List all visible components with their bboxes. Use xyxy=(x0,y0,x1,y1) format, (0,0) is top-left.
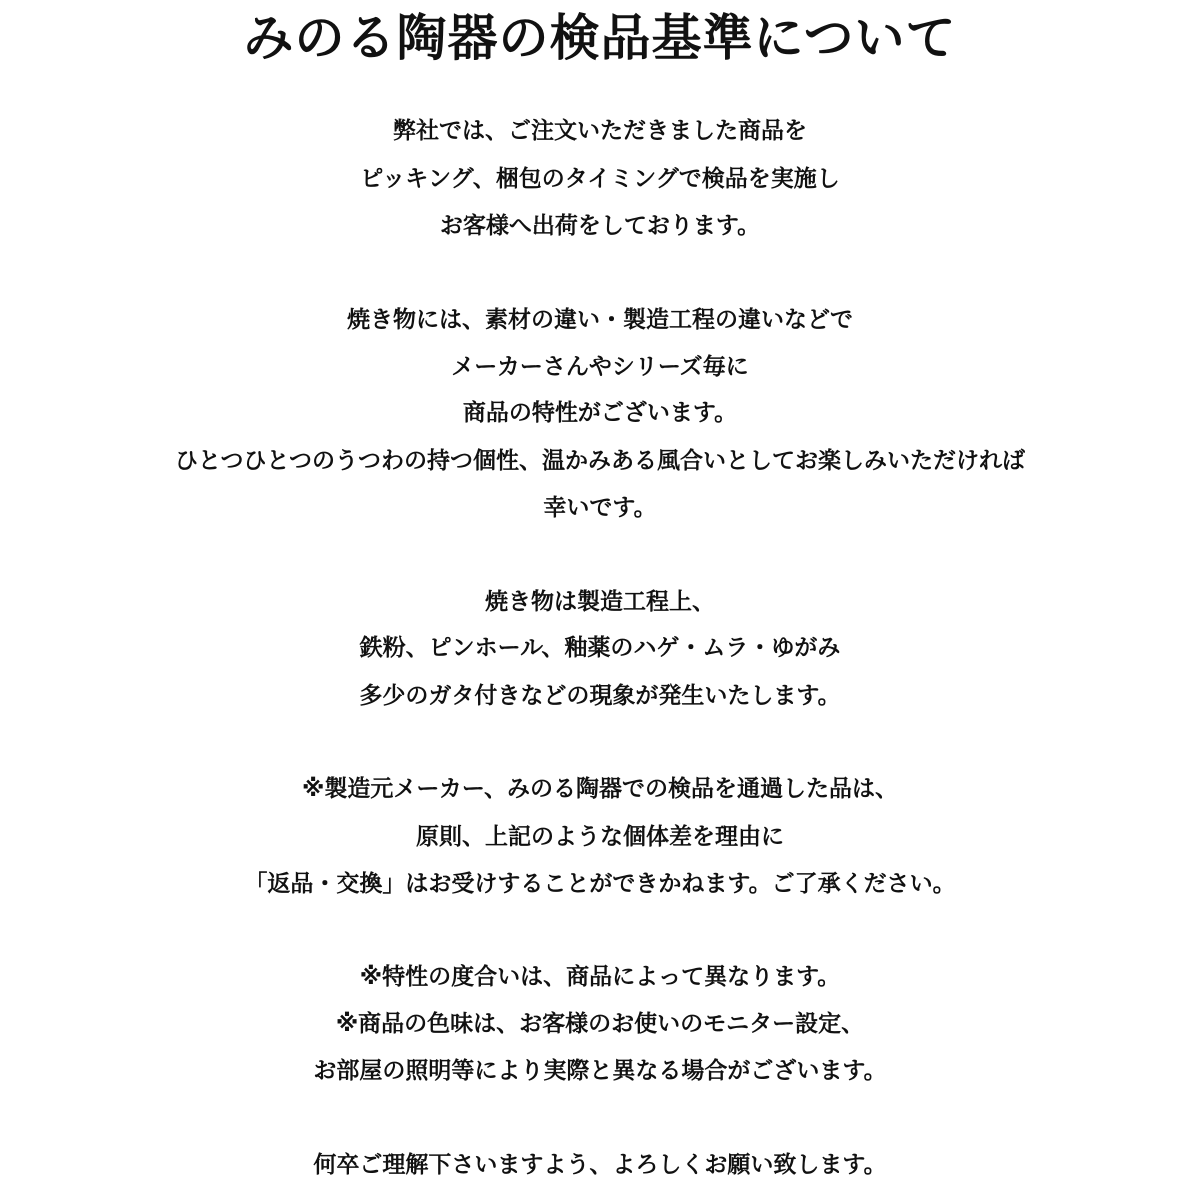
notice-line: 焼き物には、素材の違い・製造工程の違いなどで xyxy=(347,307,853,333)
notice-line: 「返品・交換」はお受けすることができかねます。ご了承ください。 xyxy=(244,871,956,897)
notice-line: 多少のガタ付きなどの現象が発生いたします。 xyxy=(359,683,841,709)
notice-line: ※製造元メーカー、みのる陶器での検品を通過した品は、 xyxy=(302,776,898,802)
notice-line: 原則、上記のような個体差を理由に xyxy=(416,824,784,850)
notice-line: 弊社では、ご注文いただきました商品を xyxy=(393,118,807,144)
notice-line: ひとつひとつのうつわの持つ個性、温かみある風合いとしてお楽しみいただければ xyxy=(174,448,1026,474)
notice-line: お部屋の照明等により実際と異なる場合がございます。 xyxy=(313,1058,887,1084)
notice-line: お客様へ出荷をしております。 xyxy=(439,213,761,239)
notice-line: ※特性の度合いは、商品によって異なります。 xyxy=(359,964,841,990)
notice-line: 商品の特性がございます。 xyxy=(462,400,738,426)
notice-line: ※商品の色味は、お客様のお使いのモニター設定、 xyxy=(335,1011,865,1037)
closing-line: 何卒ご理解下さいますよう、よろしくお願い致します。 xyxy=(313,1152,887,1178)
notice-line: メーカーさんやシリーズ毎に xyxy=(451,354,749,380)
notice-line: 鉄粉、ピンホール、釉薬のハゲ・ムラ・ゆがみ xyxy=(359,635,841,661)
page-title: みのる陶器の検品基準について xyxy=(243,9,957,67)
notice-line: 焼き物は製造工程上、 xyxy=(485,589,715,615)
notice-line: 幸いです。 xyxy=(543,495,657,521)
notice-line: ピッキング、梱包のタイミングで検品を実施し xyxy=(360,166,840,192)
